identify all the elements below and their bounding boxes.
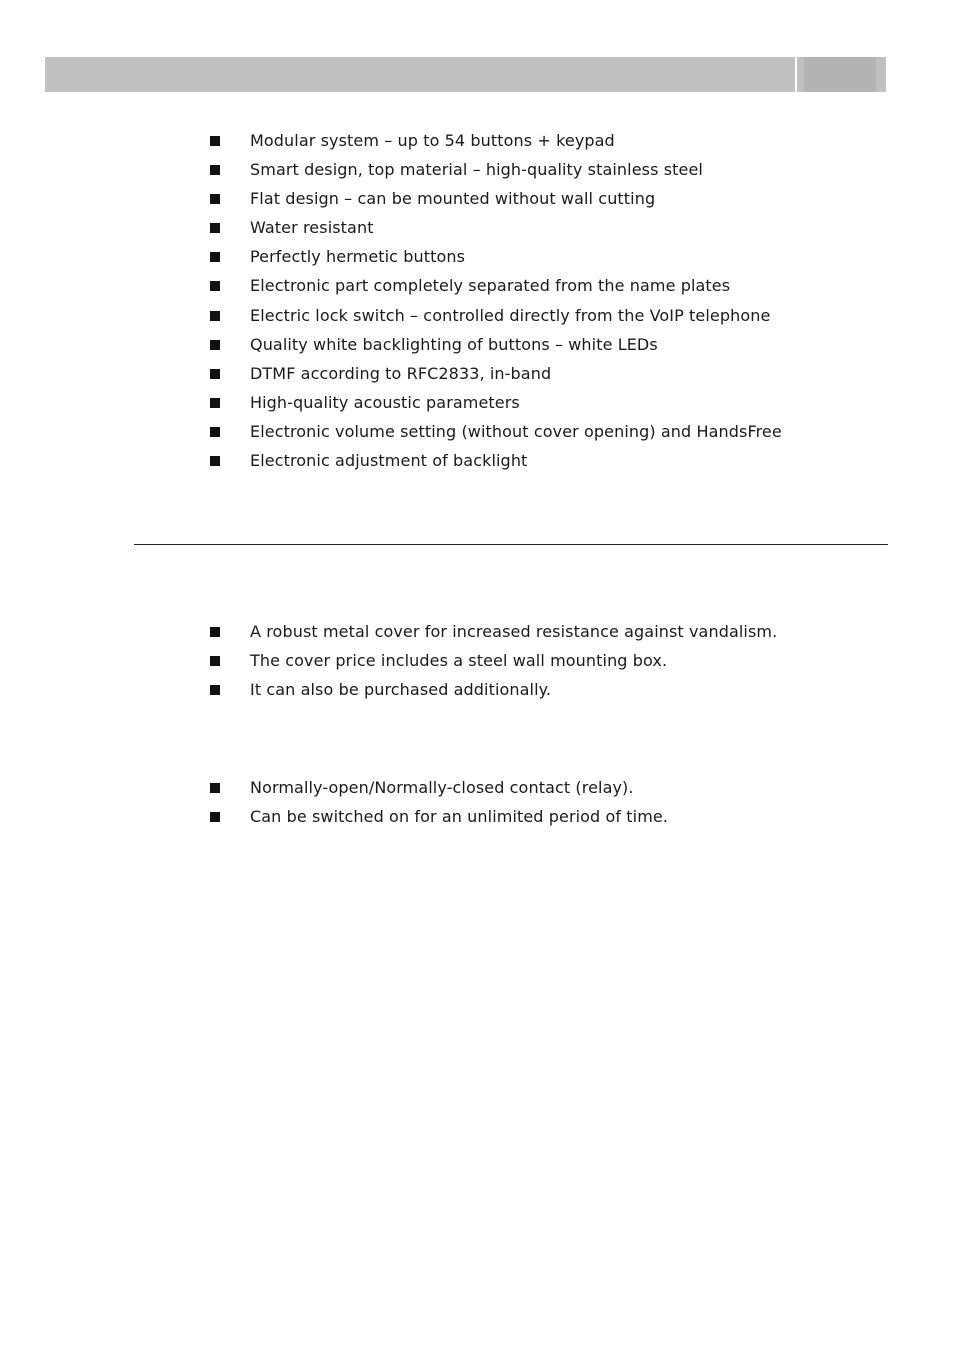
square-bullet-icon — [210, 340, 220, 350]
header-bar — [45, 57, 795, 92]
square-bullet-icon — [210, 194, 220, 204]
list-item-text: Water resistant — [250, 218, 374, 238]
list-item-text: Flat design – can be mounted without wall cutting — [250, 189, 656, 209]
square-bullet-icon — [210, 281, 220, 291]
list-item-text: Electric lock switch – controlled directly from the VoIP telephone — [250, 305, 771, 325]
list-item-text: A robust metal cover for increased resistance against vandalism. — [250, 622, 778, 641]
list-item-text: DTMF according to RFC2833, in-band — [250, 363, 552, 383]
list-item-text: Modular system – up to 54 buttons + keypad — [250, 131, 615, 150]
list-item-text: Quality white backlighting of buttons – white LEDs — [250, 334, 658, 354]
square-bullet-icon — [210, 165, 220, 175]
square-bullet-icon — [210, 685, 220, 695]
list-item-text: Normally-open/Normally-closed contact (relay). — [250, 778, 634, 797]
list-item-text: Can be switched on for an unlimited period of time. — [250, 807, 669, 827]
list-item-text: High-quality acoustic parameters — [250, 392, 520, 412]
square-bullet-icon — [210, 369, 220, 379]
square-bullet-icon — [210, 656, 220, 666]
header-page-tab-inner — [804, 57, 876, 92]
square-bullet-icon — [210, 783, 220, 793]
list-item-text: Electronic volume setting (without cover opening) and HandsFree — [250, 421, 782, 441]
square-bullet-icon — [210, 252, 220, 262]
list-item-text: It can also be purchased additionally. — [250, 680, 552, 700]
square-bullet-icon — [210, 812, 220, 822]
square-bullet-icon — [210, 223, 220, 233]
square-bullet-icon — [210, 427, 220, 437]
square-bullet-icon — [210, 136, 220, 146]
header-page-tab — [797, 57, 886, 92]
list-item-text: Perfectly hermetic buttons — [250, 247, 466, 267]
square-bullet-icon — [210, 456, 220, 466]
list-item-text: Electronic adjustment of backlight — [250, 451, 528, 471]
section-divider — [134, 544, 888, 545]
list-item-text: Electronic part completely separated from the name plates — [250, 276, 731, 296]
square-bullet-icon — [210, 398, 220, 408]
list-item-text: The cover price includes a steel wall mounting box. — [250, 651, 668, 671]
list-item-text: Smart design, top material – high-quality stainless steel — [250, 160, 703, 180]
square-bullet-icon — [210, 311, 220, 321]
square-bullet-icon — [210, 627, 220, 637]
